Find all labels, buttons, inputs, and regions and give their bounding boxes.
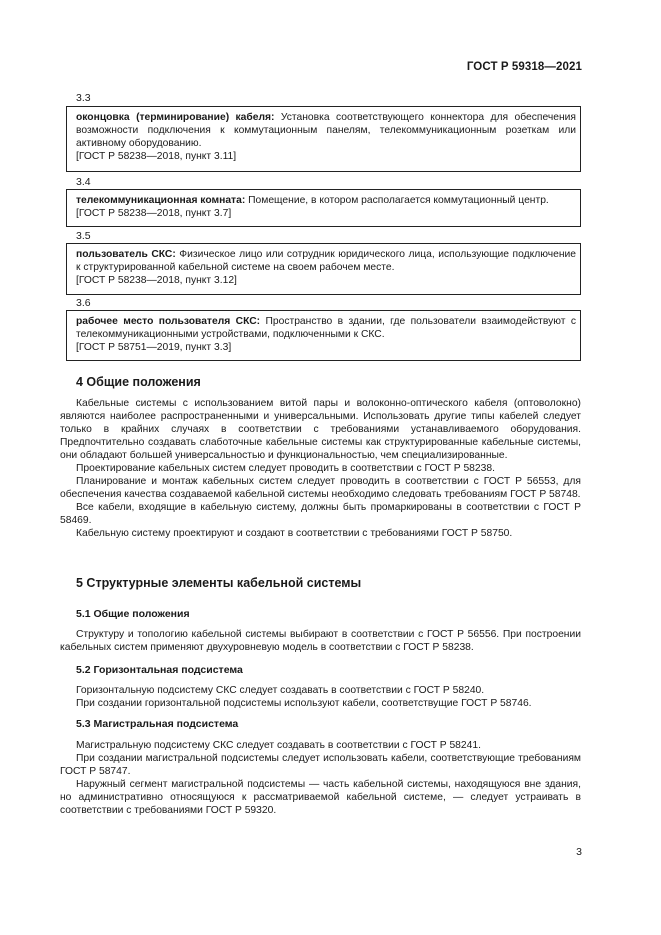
term-text xyxy=(76,315,576,341)
paragraph: Проектирование кабельных систем следует проводить в соответствии с ГОСТ Р 58238. xyxy=(76,463,495,474)
term-definition: Помещение, в котором располагается коммутационный центр. xyxy=(245,195,549,206)
term-number: 3.6 xyxy=(76,297,91,309)
term-text xyxy=(76,111,576,150)
subsection-5-3-body xyxy=(60,739,581,817)
term-text xyxy=(76,248,576,274)
term-reference: [ГОСТ Р 58751—2019, пункт 3.3] xyxy=(76,342,232,353)
term-box xyxy=(66,310,581,361)
term-text xyxy=(76,194,576,207)
term-number: 3.3 xyxy=(76,92,91,104)
term-name: рабочее место пользователя СКС: xyxy=(76,316,261,327)
subsection-5-2-title: 5.2 Горизонтальная подсистема xyxy=(76,664,243,676)
term-name: оконцовка (терминирование) кабеля: xyxy=(76,112,275,123)
paragraph: Горизонтальную подсистему СКС следует создавать в соответствии с ГОСТ Р 58240. xyxy=(76,685,485,696)
paragraph: Все кабели, входящие в кабельную систему, должны быть промаркированы в соответствии с ГОСТ Р 58469. xyxy=(60,502,581,526)
section-4-title: 4 Общие положения xyxy=(76,375,201,389)
section-4-body xyxy=(60,397,581,540)
paragraph: Магистральную подсистему СКС следует создавать в соответствии с ГОСТ Р 58241. xyxy=(76,740,481,751)
term-box xyxy=(66,106,581,172)
standard-code-header: ГОСТ Р 59318—2021 xyxy=(466,61,582,73)
term-box xyxy=(66,189,581,227)
term-name: телекоммуникационная комната: xyxy=(76,195,246,206)
subsection-5-3-title: 5.3 Магистральная подсистема xyxy=(76,718,239,730)
term-number: 3.4 xyxy=(76,176,91,188)
term-definition: Пространство в здании, где пользователи взаимодействуют с телекоммуникационными устройствами, подключенными к СКС. xyxy=(76,316,576,340)
paragraph: При создании горизонтальной подсистемы используют кабели, соответствущие ГОСТ Р 58746. xyxy=(76,698,532,709)
term-definition: Физическое лицо или сотрудник юридического лица, использующие подключение к структурированной кабельной системе на своем рабочем месте. xyxy=(76,249,576,273)
page-number: 3 xyxy=(576,846,582,858)
paragraph: При создании магистральной подсистемы следует использовать кабели, соответствующие требованиям ГОСТ Р 58747. xyxy=(60,753,581,777)
paragraph: Структуру и топологию кабельной системы выбирают в соответствии с ГОСТ Р 56556. При построении кабельных систем применяют двухуровневую модель в соответствии с ГОСТ Р 58238. xyxy=(60,629,581,653)
paragraph: Кабельные системы с использованием витой пары и волоконно-оптического кабеля (оптоволокно) являются наиболее распространенными и универсальными. Использовать другие типы кабелей следует только в крайних случаях в соответствии с требованиями устанавливаемого оборудования. Предпочтительно создавать слаботочные кабельные системы как структурированные кабельные системы, они обладают большей универсальностью и функциональностью, чем специализированные. xyxy=(60,398,581,461)
subsection-5-1-body xyxy=(60,628,581,654)
section-5-title: 5 Структурные элементы кабельной системы xyxy=(76,576,362,590)
term-reference: [ГОСТ Р 58238—2018, пункт 3.12] xyxy=(76,275,237,286)
paragraph: Кабельную систему проектируют и создают в соответствии с требованиями ГОСТ Р 58750. xyxy=(76,528,513,539)
term-definition: Установка соответствующего коннектора для обеспечения возможности подключения к коммутационным панелям, телекоммуникационным розеткам или активному оборудованию. xyxy=(76,112,576,149)
subsection-5-2-body xyxy=(60,684,581,710)
paragraph: Планирование и монтаж кабельных систем следует проводить в соответствии с ГОСТ Р 56553, для обеспечения качества создаваемой кабельной системы необходимо следовать требованиям ГОСТ Р 58748. xyxy=(60,476,581,500)
term-number: 3.5 xyxy=(76,230,91,242)
term-name: пользователь СКС: xyxy=(76,249,176,260)
term-reference: [ГОСТ Р 58238—2018, пункт 3.7] xyxy=(76,208,232,219)
subsection-5-1-title: 5.1 Общие положения xyxy=(76,608,190,620)
term-box xyxy=(66,243,581,295)
term-reference: [ГОСТ Р 58238—2018, пункт 3.11] xyxy=(76,151,237,162)
paragraph: Наружный сегмент магистральной подсистемы — часть кабельной системы, находящуюся вне здания, но административно относящуюся к рассматриваемой кабельной системе, — следует устраивать в соответствии с требованиями ГОСТ Р 59320. xyxy=(60,779,581,816)
